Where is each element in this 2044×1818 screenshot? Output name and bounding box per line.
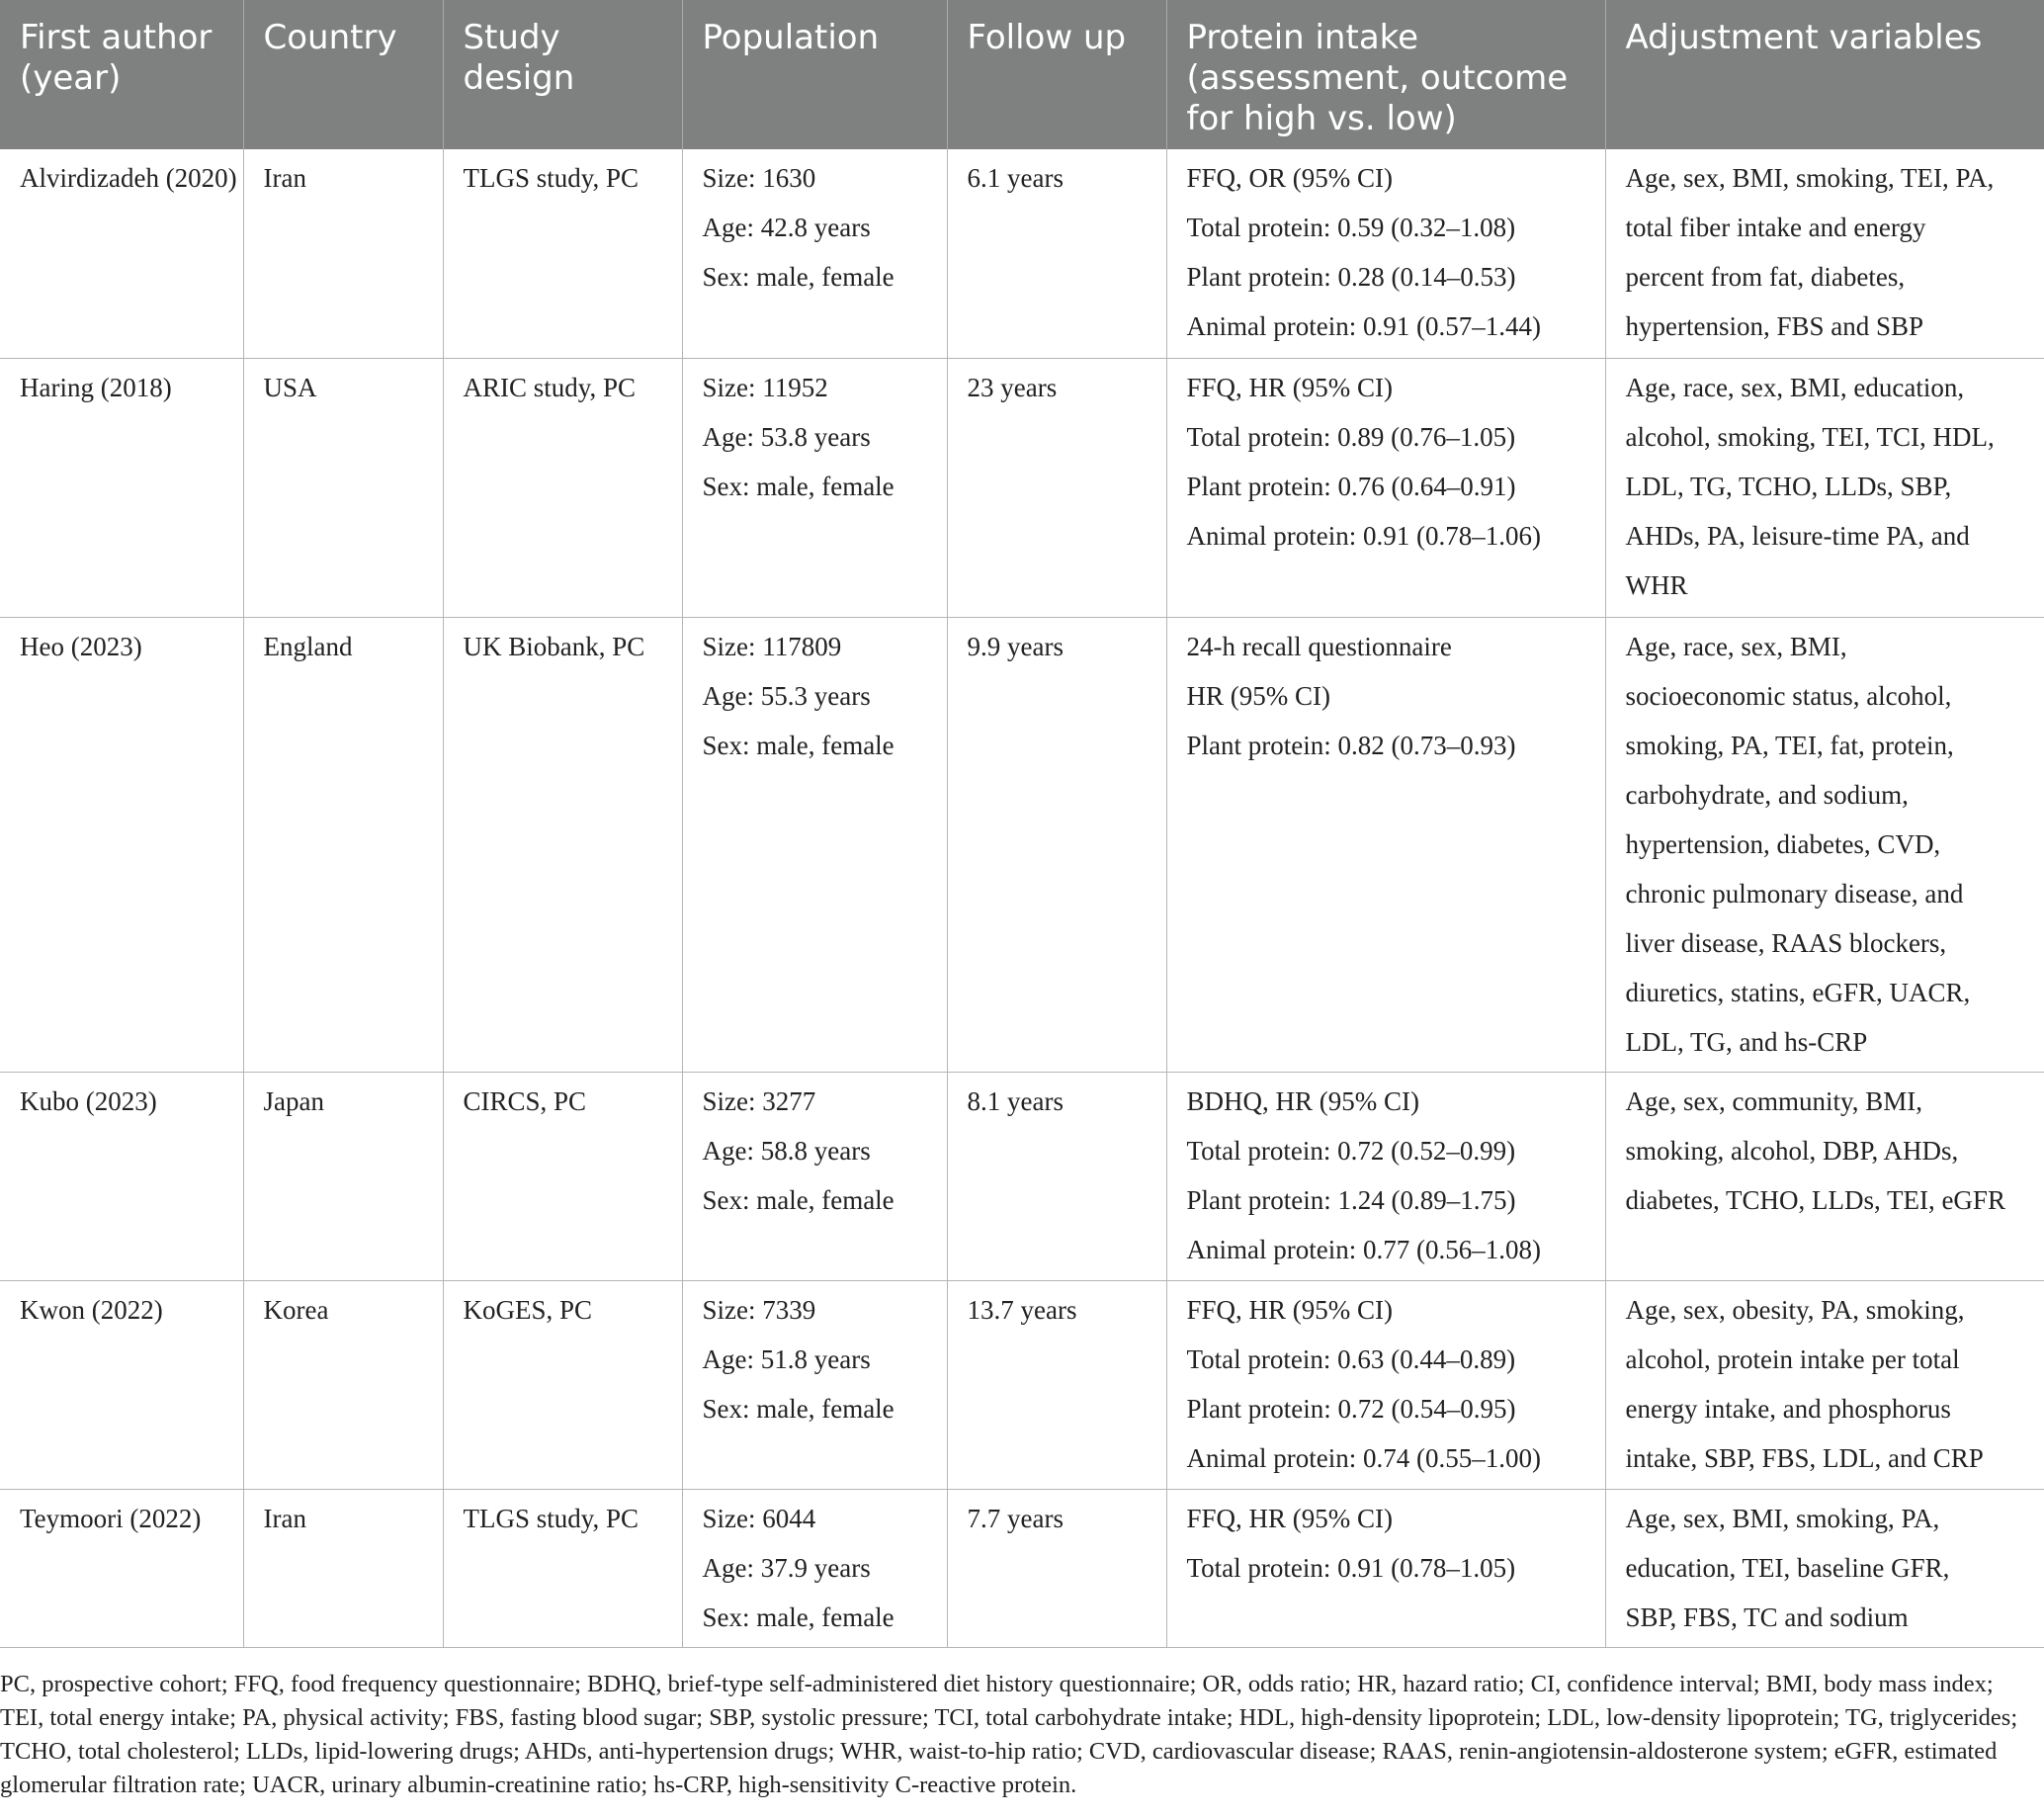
cell-protein-intake <box>1166 149 1605 358</box>
cell-protein-intake-line: Plant protein: 0.72 (0.54–0.95) <box>1186 1393 1516 1424</box>
cell-protein-intake <box>1166 358 1605 617</box>
cell-study-design-text: TLGS study, PC <box>463 1503 639 1533</box>
cell-adjustment-variables <box>1605 1489 2044 1647</box>
cell-adjustment-variables-line: percent from fat, diabetes, <box>1625 262 1906 292</box>
cell-adjustment-variables-line: Age, race, sex, BMI, <box>1625 631 1847 661</box>
cell-adjustment-variables-line: energy intake, and phosphorus <box>1625 1393 1951 1424</box>
header-study-design: Study design <box>443 0 682 149</box>
cell-population <box>682 149 947 358</box>
cell-study-design <box>443 617 682 1072</box>
header-first-author: First author (year) <box>0 0 243 149</box>
cell-country-text: Korea <box>263 1294 329 1325</box>
cell-protein-intake-line: Plant protein: 0.76 (0.64–0.91) <box>1186 471 1516 501</box>
cell-protein-intake-line: 24-h recall questionnaire <box>1186 631 1452 661</box>
cell-first-author-text: Haring (2018) <box>20 372 172 402</box>
cell-first-author <box>0 1280 243 1489</box>
cell-population-line: Age: 42.8 years <box>702 213 871 242</box>
cell-adjustment-variables-line: hypertension, diabetes, CVD, <box>1625 828 1941 859</box>
header-protein-intake: Protein intake (assessment, outcome for high vs. low) <box>1166 0 1605 149</box>
cell-adjustment-variables-line: hypertension, FBS and SBP <box>1625 311 1924 341</box>
cell-population-line: Sex: male, female <box>702 1393 894 1424</box>
cell-adjustment-variables-line: LDL, TG, and hs-CRP <box>1625 1026 1868 1057</box>
cell-first-author-text: Teymoori (2022) <box>20 1503 202 1533</box>
cell-population <box>682 1489 947 1647</box>
table-row <box>0 358 2044 617</box>
cell-protein-intake-line: Animal protein: 0.77 (0.56–1.08) <box>1186 1234 1541 1264</box>
cell-population-line: Size: 11952 <box>702 372 828 402</box>
cell-protein-intake-line: Total protein: 0.59 (0.32–1.08) <box>1186 213 1516 242</box>
cell-adjustment-variables-line: total fiber intake and energy <box>1625 213 1926 242</box>
cell-adjustment-variables-line: Age, sex, community, BMI, <box>1625 1085 1922 1116</box>
header-country: Country <box>243 0 443 149</box>
cell-adjustment-variables-line: diabetes, TCHO, LLDs, TEI, eGFR <box>1625 1184 2005 1215</box>
cell-population-line: Age: 58.8 years <box>702 1135 871 1166</box>
cell-protein-intake-line: Total protein: 0.91 (0.78–1.05) <box>1186 1552 1516 1583</box>
cell-first-author-text: Kubo (2023) <box>20 1085 157 1116</box>
cell-population-line: Age: 53.8 years <box>702 421 871 452</box>
cell-protein-intake-line: Total protein: 0.72 (0.52–0.99) <box>1186 1135 1516 1166</box>
cell-adjustment-variables-line: Age, sex, BMI, smoking, TEI, PA, <box>1625 163 1995 193</box>
cell-adjustment-variables-line: Age, sex, BMI, smoking, PA, <box>1625 1503 1940 1533</box>
table-row <box>0 149 2044 358</box>
cell-population-line: Sex: male, female <box>702 1602 894 1632</box>
header-row <box>0 0 2044 149</box>
table-body <box>0 149 2044 1647</box>
header-adjustment-variables: Adjustment variables <box>1605 0 2044 149</box>
cell-population-line: Sex: male, female <box>702 730 894 760</box>
cell-follow-up <box>947 358 1166 617</box>
cell-protein-intake-line: Plant protein: 0.28 (0.14–0.53) <box>1186 262 1516 292</box>
cell-population-line: Age: 55.3 years <box>702 680 871 711</box>
cell-follow-up-text: 6.1 years <box>967 163 1064 193</box>
cell-population-line: Size: 3277 <box>702 1085 816 1116</box>
cell-protein-intake-line: Total protein: 0.63 (0.44–0.89) <box>1186 1343 1516 1374</box>
table-row <box>0 1280 2044 1489</box>
cell-protein-intake <box>1166 1489 1605 1647</box>
table-row <box>0 1489 2044 1647</box>
cell-follow-up <box>947 1489 1166 1647</box>
cell-first-author <box>0 1072 243 1280</box>
cell-population-line: Sex: male, female <box>702 1184 894 1215</box>
cell-adjustment-variables-line: smoking, PA, TEI, fat, protein, <box>1625 730 1954 760</box>
cell-adjustment-variables <box>1605 149 2044 358</box>
cell-adjustment-variables <box>1605 1280 2044 1489</box>
cell-protein-intake-line: FFQ, HR (95% CI) <box>1186 1294 1394 1325</box>
cell-study-design-text: ARIC study, PC <box>463 372 637 402</box>
header-population: Population <box>682 0 947 149</box>
cell-first-author <box>0 1489 243 1647</box>
header-follow-up: Follow up <box>947 0 1166 149</box>
table-footnote: PC, prospective cohort; FFQ, food frequency questionnaire; BDHQ, brief-type self-administered diet history questionnaire; OR, odds ratio; HR, hazard ratio; CI, confidence interval; BMI, body mass index; TEI, total energy intake; PA, physical activity; FBS, fasting blood sugar; SBP, systolic pressure; TCI, total carbohydrate intake; HDL, high-density lipoprotein; LDL, low-density lipoprotein; TG, triglycerides; TCHO, total cholesterol; LLDs, lipid-lowering drugs; AHDs, anti-hypertension drugs; WHR, waist-to-hip ratio; CVD, cardiovascular disease; RAAS, renin-angiotensin-aldosterone system; eGFR, estimated glomerular filtration rate; UACR, urinary albumin-creatinine ratio; hs-CRP, high-sensitivity C-reactive protein. <box>0 1671 2018 1798</box>
cell-first-author <box>0 149 243 358</box>
cell-adjustment-variables-line: education, TEI, baseline GFR, <box>1625 1552 1950 1583</box>
cell-population-line: Sex: male, female <box>702 471 894 501</box>
cell-adjustment-variables-line: diuretics, statins, eGFR, UACR, <box>1625 977 1971 1007</box>
cell-protein-intake-line: Plant protein: 1.24 (0.89–1.75) <box>1186 1184 1516 1215</box>
cell-adjustment-variables-line: smoking, alcohol, DBP, AHDs, <box>1625 1135 1959 1166</box>
cell-study-design <box>443 358 682 617</box>
cell-protein-intake-line: Plant protein: 0.82 (0.73–0.93) <box>1186 730 1516 760</box>
cell-first-author <box>0 358 243 617</box>
cell-country <box>243 358 443 617</box>
cell-follow-up <box>947 1280 1166 1489</box>
cell-population-line: Size: 6044 <box>702 1503 816 1533</box>
cell-first-author-text: Kwon (2022) <box>20 1294 163 1325</box>
cell-country <box>243 1072 443 1280</box>
cell-study-design-text: UK Biobank, PC <box>463 631 645 661</box>
cell-country <box>243 1489 443 1647</box>
cell-country <box>243 617 443 1072</box>
cell-protein-intake-line: Animal protein: 0.91 (0.57–1.44) <box>1186 311 1541 341</box>
cell-population <box>682 358 947 617</box>
cell-protein-intake-line: Total protein: 0.89 (0.76–1.05) <box>1186 421 1516 452</box>
cell-adjustment-variables-line: liver disease, RAAS blockers, <box>1625 927 1947 958</box>
cell-country-text: Iran <box>263 1503 306 1533</box>
cell-adjustment-variables-line: Age, race, sex, BMI, education, <box>1625 372 1965 402</box>
cell-study-design <box>443 1280 682 1489</box>
cell-study-design <box>443 1072 682 1280</box>
cell-adjustment-variables <box>1605 617 2044 1072</box>
cell-country-text: Japan <box>263 1085 324 1116</box>
cell-adjustment-variables-line: alcohol, protein intake per total <box>1625 1343 1960 1374</box>
cell-first-author-text: Alvirdizadeh (2020) <box>20 163 237 193</box>
cell-adjustment-variables <box>1605 1072 2044 1280</box>
cell-adjustment-variables-line: intake, SBP, FBS, LDL, and CRP <box>1625 1442 1984 1473</box>
cell-protein-intake-line: FFQ, OR (95% CI) <box>1186 163 1394 193</box>
table-row <box>0 1072 2044 1280</box>
cell-population <box>682 617 947 1072</box>
cell-follow-up-text: 8.1 years <box>967 1085 1064 1116</box>
cell-adjustment-variables <box>1605 358 2044 617</box>
cell-adjustment-variables-line: WHR <box>1625 569 1688 600</box>
cell-protein-intake-line: FFQ, HR (95% CI) <box>1186 372 1394 402</box>
cell-country-text: USA <box>263 372 317 402</box>
cell-adjustment-variables-line: socioeconomic status, alcohol, <box>1625 680 1952 711</box>
cell-country <box>243 1280 443 1489</box>
cell-population-line: Size: 117809 <box>702 631 842 661</box>
cell-follow-up-text: 23 years <box>967 372 1058 402</box>
cell-adjustment-variables-line: chronic pulmonary disease, and <box>1625 878 1964 909</box>
cell-study-design-text: CIRCS, PC <box>463 1085 587 1116</box>
cell-follow-up-text: 13.7 years <box>967 1294 1077 1325</box>
cell-follow-up <box>947 1072 1166 1280</box>
cell-population-line: Sex: male, female <box>702 262 894 292</box>
cell-first-author-text: Heo (2023) <box>20 631 142 661</box>
cell-population-line: Age: 37.9 years <box>702 1552 871 1583</box>
cell-follow-up-text: 7.7 years <box>967 1503 1064 1533</box>
cell-protein-intake-line: FFQ, HR (95% CI) <box>1186 1503 1394 1533</box>
cell-study-design <box>443 1489 682 1647</box>
cell-study-design-text: TLGS study, PC <box>463 163 639 193</box>
cell-adjustment-variables-line: Age, sex, obesity, PA, smoking, <box>1625 1294 1965 1325</box>
cell-population-line: Size: 7339 <box>702 1294 816 1325</box>
cell-country-text: England <box>263 631 353 661</box>
cell-protein-intake <box>1166 1072 1605 1280</box>
cell-population-line: Size: 1630 <box>702 163 816 193</box>
cell-adjustment-variables-line: carbohydrate, and sodium, <box>1625 779 1909 810</box>
cell-adjustment-variables-line: SBP, FBS, TC and sodium <box>1625 1602 1909 1632</box>
cell-population <box>682 1072 947 1280</box>
cell-protein-intake-line: Animal protein: 0.91 (0.78–1.06) <box>1186 520 1541 551</box>
cell-adjustment-variables-line: LDL, TG, TCHO, LLDs, SBP, <box>1625 471 1952 501</box>
cell-follow-up <box>947 617 1166 1072</box>
cell-population-line: Age: 51.8 years <box>702 1343 871 1374</box>
cell-follow-up <box>947 149 1166 358</box>
table-row <box>0 617 2044 1072</box>
cell-protein-intake-line: HR (95% CI) <box>1186 680 1330 711</box>
cell-country-text: Iran <box>263 163 306 193</box>
cell-adjustment-variables-line: alcohol, smoking, TEI, TCI, HDL, <box>1625 421 1995 452</box>
cell-protein-intake-line: BDHQ, HR (95% CI) <box>1186 1085 1419 1116</box>
cell-study-design <box>443 149 682 358</box>
cell-follow-up-text: 9.9 years <box>967 631 1064 661</box>
cell-protein-intake <box>1166 617 1605 1072</box>
cell-first-author <box>0 617 243 1072</box>
cell-country <box>243 149 443 358</box>
cell-protein-intake-line: Animal protein: 0.74 (0.55–1.00) <box>1186 1442 1541 1473</box>
cell-population <box>682 1280 947 1489</box>
cell-study-design-text: KoGES, PC <box>463 1294 593 1325</box>
cell-protein-intake <box>1166 1280 1605 1489</box>
cell-adjustment-variables-line: AHDs, PA, leisure-time PA, and <box>1625 520 1970 551</box>
